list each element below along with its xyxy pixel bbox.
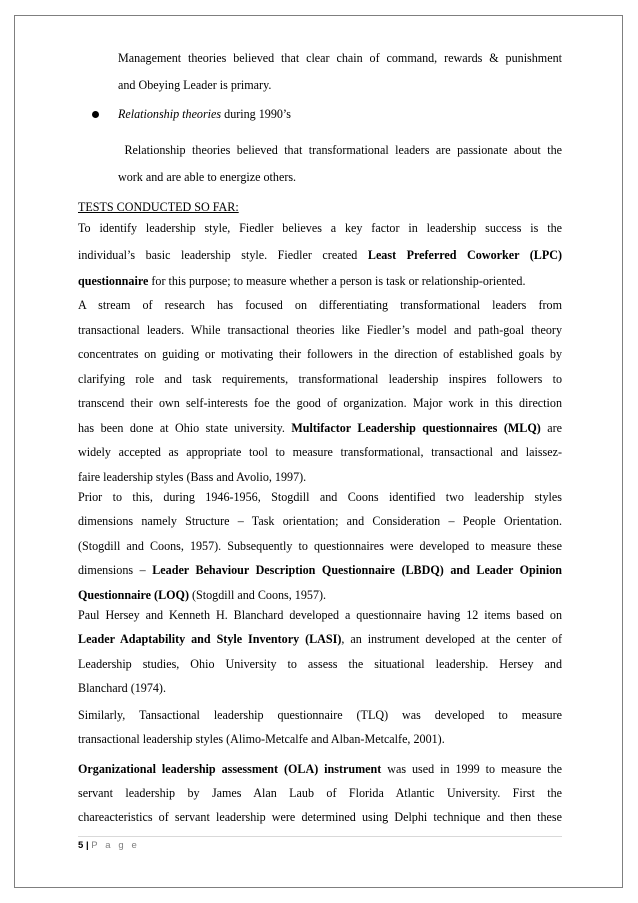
- p5-line-2: transactional leadership styles (Alimo-Metcalfe and Alban-Metcalfe, 2001).: [78, 732, 445, 746]
- page-label: P a g e: [91, 840, 140, 851]
- p3-line-5: Questionnaire (LOQ) (Stogdill and Coons, 1957).: [78, 588, 327, 602]
- p2-line-8: faire leadership styles (Bass and Avolio, 1997).: [78, 470, 307, 484]
- management-line-2: and Obeying Leader is primary.: [118, 78, 272, 92]
- p5-line-1: Similarly, Tansactional leadership questionnaire (TLQ) was developed to measure: [78, 708, 562, 722]
- p2-line-3: concentrates on guiding or motivating their followers in the direction of established goals by: [78, 347, 562, 361]
- relationship-line-1: Relationship theories believed that transformational leaders are passionate about the: [118, 143, 562, 157]
- page-footer: [78, 839, 139, 853]
- p1-line-1: To identify leadership style, Fiedler believes a key factor in leadership success is the: [78, 221, 562, 235]
- p4-line-1: Paul Hersey and Kenneth H. Blanchard developed a questionnaire having 12 items based on: [78, 608, 562, 622]
- p6-line-3: chareacteristics of servant leadership were determined using Delphi technique and then these: [78, 810, 562, 824]
- p2-line-7: widely accepted as appropriate tool to measure transformational, transactional and laissez-: [78, 445, 562, 459]
- p4-line-2: Leader Adaptability and Style Inventory (LASI), an instrument developed at the center of: [78, 632, 562, 646]
- p4-line-4: Blanchard (1974).: [78, 681, 166, 695]
- p2-line-2: transactional leaders. While transactional theories like Fiedler’s model and path-goal theory: [78, 323, 562, 337]
- p2-line-6: has been done at Ohio state university. Multifactor Leadership questionnaires (MLQ) are: [78, 421, 562, 435]
- p6-line-2: servant leadership by James Alan Laub of Florida Atlantic University. First the: [78, 786, 562, 800]
- footer-divider: [78, 836, 562, 837]
- p3-line-3: (Stogdill and Coons, 1957). Subsequently to questionnaires were developed to measure these: [78, 539, 562, 553]
- bullet-item: Relationship theories during 1990’s: [118, 107, 292, 121]
- bullet-icon: [92, 111, 99, 118]
- section-heading: TESTS CONDUCTED SO FAR:: [78, 200, 239, 214]
- p6-line-1: Organizational leadership assessment (OLA) instrument was used in 1999 to measure the: [78, 762, 562, 776]
- p4-line-3: Leadership studies, Ohio University to assess the situational leadership. Hersey and: [78, 657, 562, 671]
- p3-line-2: dimensions namely Structure – Task orientation; and Consideration – People Orientation.: [78, 514, 562, 528]
- p3-line-4: dimensions – Leader Behaviour Description Questionnaire (LBDQ) and Leader Opinion: [78, 563, 562, 577]
- p1-line-2: individual’s basic leadership style. Fiedler created Least Preferred Coworker (LPC): [78, 248, 563, 262]
- management-line-1: Management theories believed that clear chain of command, rewards & punishment: [118, 51, 562, 65]
- p2-line-1: A stream of research has focused on differentiating transformational leaders from: [78, 298, 562, 312]
- p3-line-1: Prior to this, during 1946-1956, Stogdill and Coons identified two leadership styles: [78, 490, 562, 504]
- footer-separator: |: [85, 840, 89, 851]
- p2-line-4: clarifying role and task requirements, transformational leadership inspires followers to: [78, 372, 562, 386]
- relationship-line-2: work and are able to energize others.: [118, 170, 297, 184]
- p2-line-5: transcend their own self-interests foe the good of organization. Major work in this direction: [78, 396, 562, 410]
- p1-line-3: questionnaire for this purpose; to measure whether a person is task or relationship-oriented.: [78, 274, 526, 288]
- page-number: 5: [78, 840, 84, 851]
